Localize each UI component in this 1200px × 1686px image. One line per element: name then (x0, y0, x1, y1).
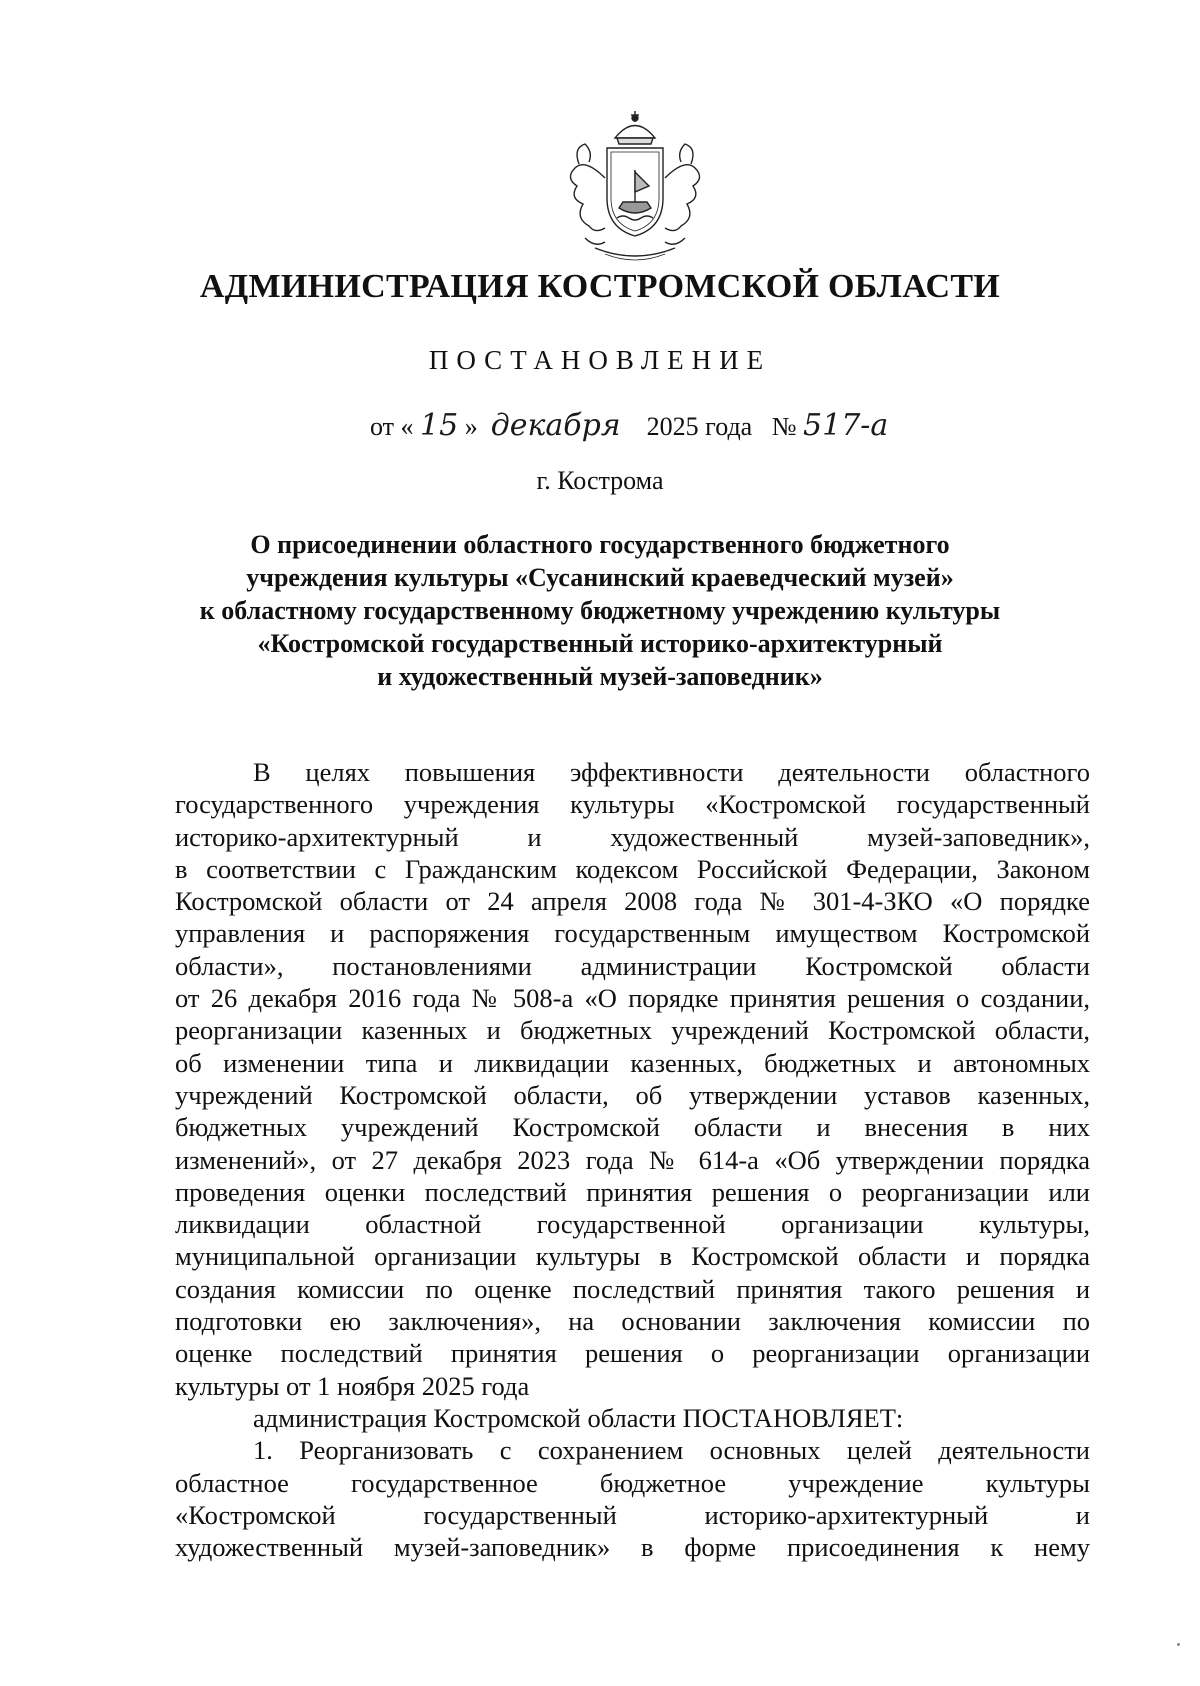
body-line: управления и распоряжения государственным имуществом Костромской (175, 918, 1090, 949)
body-line: создания комиссии по оценке последствий принятия такого решения и (175, 1273, 1090, 1304)
body-line: учреждений Костромской области, об утверждении уставов казенных, (175, 1079, 1090, 1110)
document-number-handwritten: 517-а (803, 408, 889, 443)
body-line: Костромской области от 24 апреля 2008 года № 301-4-ЗКО «О порядке (175, 886, 1090, 917)
subject-line: О присоединении областного государственного бюджетного (250, 530, 950, 559)
body-line: 1. Реорганизовать с сохранением основных целей деятельности (253, 1435, 1090, 1466)
document-subject (170, 528, 1030, 693)
date-year: 2025 года (646, 412, 753, 441)
subject-line: к областному государственному бюджетному учреждению культуры (199, 596, 1001, 625)
date-mid: » (464, 412, 478, 441)
document-type: ПОСТАНОВЛЕНИЕ (428, 345, 772, 375)
body-line: ликвидации областной государственной организации культуры, (175, 1209, 1090, 1240)
body-line: об изменении типа и ликвидации казенных, бюджетных и автономных (175, 1047, 1090, 1078)
body-line: оценке последствий принятия решения о реорганизации организации (175, 1338, 1090, 1369)
body-line: проведения оценки последствий принятия решения о реорганизации или (175, 1176, 1090, 1207)
date-prefix: от « (370, 412, 414, 441)
date-month-handwritten: декабря (490, 408, 621, 443)
document-date-line (370, 408, 888, 443)
date-day-handwritten: 15 (420, 408, 459, 443)
body-line: в соответствии с Гражданским кодексом Российской Федерации, Законом (175, 853, 1090, 884)
body-line: от 26 декабря 2016 года № 508-а «О порядке принятия решения о создании, (175, 983, 1090, 1014)
body-line: муниципальной организации культуры в Костромской области и порядка (175, 1241, 1090, 1272)
body-line: реорганизации казенных и бюджетных учреждений Костромской области, (175, 1015, 1090, 1046)
subject-line: «Костромской государственный историко-архитектурный (257, 629, 943, 658)
body-line: областное государственное бюджетное учреждение культуры (175, 1467, 1090, 1498)
document-city: г. Кострома (536, 466, 664, 495)
subject-line: учреждения культуры «Сусанинский краеведческий музей» (246, 563, 954, 592)
body-line: культуры от 1 ноября 2025 года (175, 1370, 530, 1401)
scan-speck (1177, 1643, 1180, 1646)
body-line: В целях повышения эффективности деятельности областного (253, 757, 1090, 787)
number-prefix: № (771, 412, 797, 441)
body-line: государственного учреждения культуры «Костромской государственный (175, 789, 1090, 820)
body-line: художественный музей-заповедник» в форме присоединения к нему (175, 1532, 1090, 1563)
body-line: бюджетных учреждений Костромской области и внесения в них (175, 1112, 1090, 1143)
body-line: «Костромской государственный историко-архитектурный и (175, 1499, 1090, 1530)
body-line: администрация Костромской области ПОСТАНОВЛЯЕТ: (253, 1402, 904, 1433)
subject-line: и художественный музей-заповедник» (377, 662, 823, 691)
coat-of-arms-emblem (545, 108, 725, 268)
body-line: историко-архитектурный и художественный музей-заповедник», (175, 821, 1090, 852)
body-line: подготовки ею заключения», на основании заключения комиссии по (175, 1306, 1090, 1337)
body-line: изменений», от 27 декабря 2023 года № 614-а «Об утверждении порядка (175, 1144, 1090, 1175)
document-body (175, 756, 1090, 1563)
organization-title: АДМИНИСТРАЦИЯ КОСТРОМСКОЙ ОБЛАСТИ (199, 268, 1001, 305)
body-line: области», постановлениями администрации Костромской области (175, 950, 1090, 981)
